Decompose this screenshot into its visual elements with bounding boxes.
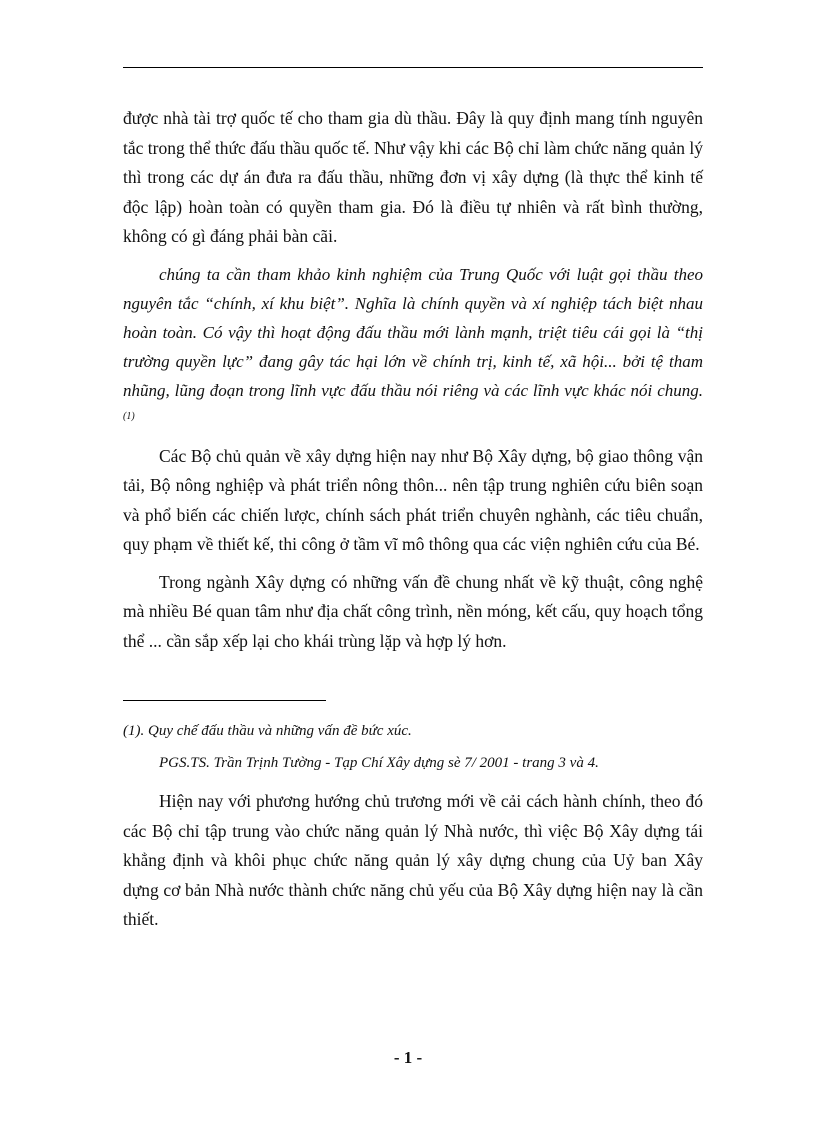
paragraph-continuation: được nhà tài trợ quốc tế cho tham gia dù thầu. Đây là quy định mang tính nguyên tắc trong thể thức đấu thầu quốc tế. Như vậy khi các Bộ chỉ làm chức năng quản lý thì trong các dự án đưa ra đấu thầu, những đơn vị xây dựng (là thực thể kinh tế độc lập) hoàn toàn có quyền tham gia. Đó là điều tự nhiên và rất bình thường, không có gì đáng phải bàn cãi. [123,108,704,246]
header-rule [123,67,703,68]
footnote-source: PGS.TS. Trần Trịnh Tường - Tạp Chí Xây dựng sè 7/ 2001 - trang 3 và 4. [159,755,599,771]
quoted-paragraph [123,260,703,434]
footnote-reference: (1) [123,410,135,422]
paragraph-construction-sector: Trong ngành Xây dựng có những vấn đề chung nhất về kỹ thuật, công nghệ mà nhiều Bé quan tâm như địa chất công trình, nền móng, kết cấu, quy hoạch tổng thể ... cần sắp xếp lại cho khái trùng lặp và hợp lý hơn. [123,571,703,651]
footnote-title: (1). Quy chế đấu thầu và những vấn đề bức xúc. [123,723,412,739]
quote-text: chúng ta cần tham khảo kinh nghiệm của Trung Quốc với luật gọi thầu theo nguyên tắc “chính, xí khu biệt”. Nghĩa là chính quyền và xí nghiệp tách biệt nhau hoàn toàn. Có vậy thì hoạt động đấu thầu mới lành mạnh, triệt tiêu cái gọi là “thị trường quyền lực” đang gây tác hại lớn về chính trị, kinh tế, xã hội... bởi tệ tham nhũng, lũng đoạn trong lĩnh vực đấu thầu nói riêng và các lĩnh vực khác nói chung. [123,264,703,400]
paragraph-ministries: Các Bộ chủ quản về xây dựng hiện nay như Bộ Xây dựng, bộ giao thông vận tải, Bộ nông nghiệp và phát triển nông thôn... nên tập trung nghiên cứu biên soạn và phổ biến các chiến lược, chính sách phát triển chuyên nghành, các tiêu chuẩn, quy phạm về thiết kế, thi công ở tầm vĩ mô thông qua các viện nghiên cứu của Bé. [123,445,703,554]
page-number: - 1 - [393,1048,423,1067]
footnote-separator [123,700,326,701]
paragraph-administrative-reform: Hiện nay với phương hướng chủ trương mới về cải cách hành chính, theo đó các Bộ chỉ tập trung vào chức năng quản lý Nhà nước, thì việc Bộ Xây dựng tái khẳng định và khôi phục chức năng quản lý xây dựng chung của Uỷ ban Xây dựng cơ bản Nhà nước thành chức năng chủ yếu của Bộ Xây dựng hiện nay là cần thiết. [123,791,703,929]
page-body [123,104,703,943]
